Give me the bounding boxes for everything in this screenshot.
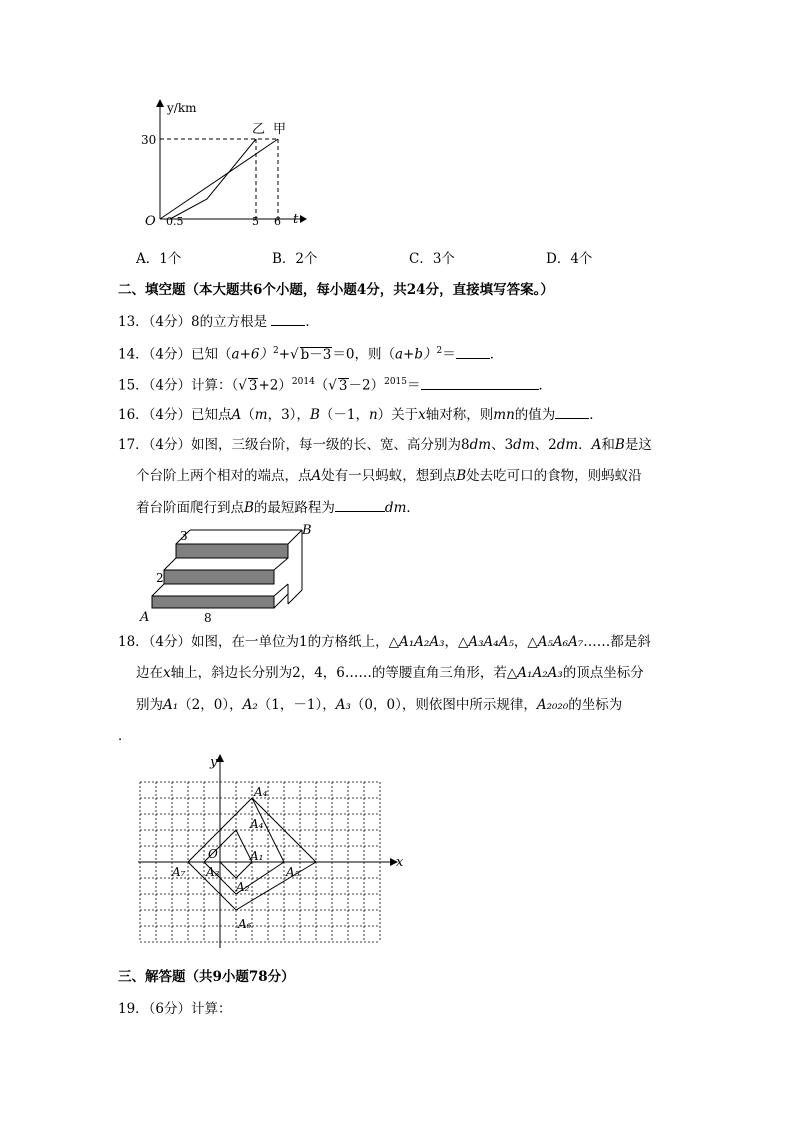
grid-label-a2: A₂ — [236, 880, 250, 894]
question-16 — [118, 404, 603, 425]
q15-mid3: －2） — [348, 377, 385, 394]
grid-label-a3: A₃ — [206, 865, 220, 879]
q13-number: 13．（4分） — [118, 314, 192, 330]
graph-label-yi: 乙 — [252, 122, 266, 137]
choice-b[interactable]: B．2个 — [272, 251, 318, 267]
graph-y-axis-label: y/km — [167, 101, 197, 115]
q14-exp: 2 — [272, 346, 279, 356]
q15-exp2: 2015 — [384, 377, 407, 387]
q17-line1-b: 、3 — [491, 437, 514, 453]
question-18-line-1 — [118, 632, 651, 652]
q17-point-b: B — [614, 437, 625, 453]
q17-line1-a: 如图，三级台阶，每一级的长、宽、高分别为8 — [191, 437, 470, 453]
q15-rad2: 3 — [338, 377, 348, 394]
q17-line2-b: 处有一只蚂蚁，想到点 — [321, 468, 457, 484]
q18-tri-4: A₁A₂A₃ — [517, 665, 563, 681]
question-13 — [118, 311, 319, 332]
q16-paren-b: （－1， — [319, 407, 369, 423]
q15-mid1: +2） — [258, 377, 292, 394]
q18-tri-2: A₃A₄A₅ — [468, 634, 514, 650]
q16-var-mn: mn — [493, 407, 515, 423]
question-17-line-3 — [136, 497, 420, 518]
q18-tri-3: A₅A₆A₇ — [537, 634, 584, 650]
graph-x-tick-6: 6 — [274, 215, 281, 228]
question-17-line-2 — [136, 466, 642, 486]
q17-unit-1: dm — [469, 437, 492, 453]
q17-point-a2: A — [311, 468, 322, 484]
graph-y-tick-30: 30 — [141, 133, 157, 147]
q17-point-b3: B — [244, 500, 254, 516]
q17-line3-b: 的最短路程为 — [253, 500, 335, 516]
choice-c[interactable]: C．3个 — [409, 251, 455, 267]
q19-text: 计算： — [191, 1001, 232, 1017]
q17-number: 17．（4分） — [118, 437, 192, 453]
q17-unit-3: dm — [556, 437, 579, 453]
question-15: 15．（4分）计算：（√ 3+2）$^{2014}$（√ 3－2）$^{2015}$＝ ． — [118, 372, 552, 396]
q15-answer-blank[interactable] — [421, 375, 539, 390]
stair-label-8: 8 — [204, 611, 212, 624]
q16-text-a: 已知点 — [191, 407, 232, 423]
q14-eq0: ＝0，则（ — [332, 346, 395, 363]
question-19 — [118, 999, 232, 1019]
q18-point-a1: A₁ — [163, 697, 179, 713]
q14-number: 14．（4分） — [118, 346, 192, 363]
question-17-line-1 — [118, 435, 652, 455]
q15-eq: ＝ — [407, 377, 421, 394]
q17-line3-c: ． — [406, 500, 420, 516]
q16-point-b: B — [309, 407, 320, 423]
q17-unit-2: dm — [513, 437, 535, 453]
staircase-figure — [138, 524, 318, 624]
grid-figure — [138, 752, 408, 948]
q16-paren-a2: ，3）， — [267, 407, 310, 423]
question-18-line-2 — [136, 663, 644, 683]
q16-point-a: A — [231, 407, 242, 423]
q14-eq: ＝ — [442, 346, 456, 363]
q18-line2-b: 轴上，斜边长分别为2，4，6……的等腰直角三角形，若△ — [170, 665, 518, 681]
q18-point-a2: A₂ — [242, 697, 258, 713]
q18-number: 18．（4分） — [118, 634, 192, 650]
q18-coord-2: （1，－1）， — [257, 697, 336, 713]
q13-text: 8的立方根是 — [191, 314, 268, 330]
q16-paren-a: （ — [241, 407, 255, 423]
section3-heading: 三、解答题（共9小题78分） — [118, 969, 295, 985]
grid-y-label: y — [210, 755, 218, 770]
q13-answer-blank[interactable] — [271, 311, 305, 326]
q16-end: ． — [589, 407, 603, 423]
grid-label-a8: A₄ — [254, 785, 268, 799]
q17-line2-a: 个台阶上两个相对的端点，点 — [136, 468, 312, 484]
grid-x-label: x — [396, 855, 404, 870]
q15-exp1: 2014 — [291, 377, 315, 387]
q15-mid2: （ — [314, 377, 329, 394]
stair-point-a: A — [140, 610, 150, 624]
q15-rad1: 3 — [248, 377, 258, 394]
q16-end-text: 的值为 — [514, 407, 556, 423]
choice-d[interactable]: D．4个 — [546, 251, 593, 267]
q18-var-x: x — [163, 665, 171, 681]
distance-time-graph — [135, 95, 310, 230]
q18-sep-2: ，△ — [513, 634, 538, 650]
q18-sep-1: ，△ — [444, 634, 469, 650]
q18-line3-a: 别为 — [136, 697, 163, 713]
q17-point-a: A — [591, 437, 602, 453]
q18-line1-a: 如图，在一单位为1的方格纸上，△ — [191, 634, 400, 650]
section2-heading: 二、填空题（本大题共6个小题，每小题4分，共24分，直接填写答案。） — [118, 282, 554, 298]
q14-a6: a+6） — [231, 346, 273, 363]
graph-x-tick-5: 5 — [252, 215, 259, 228]
q18-line2-c: 的顶点坐标分 — [562, 665, 644, 681]
q14-end: ． — [489, 346, 504, 363]
q15-pre: 计算：（ — [191, 377, 239, 394]
q18-tri-1: A₁A₂A₃ — [399, 634, 445, 650]
choice-a[interactable]: A．1个 — [136, 251, 182, 267]
stair-label-3: 3 — [180, 529, 188, 543]
q17-unit-4: dm — [384, 500, 407, 516]
q18-point-a3: A₃ — [335, 697, 351, 713]
q17-line1-d: ． — [578, 437, 592, 453]
q17-line3-a: 着台阶面爬行到点 — [136, 500, 244, 516]
q15-end: ． — [538, 377, 552, 394]
q16-mid: 轴对称，则 — [425, 407, 494, 423]
q19-number: 19．（6分） — [118, 1001, 192, 1017]
graph-x-tick-0-5: 0.5 — [166, 215, 184, 228]
q14-ab: a+b） — [394, 346, 437, 363]
grid-label-a7: A₇ — [172, 865, 186, 879]
q17-point-b2: B — [456, 468, 467, 484]
q16-var-n: n — [368, 407, 378, 423]
question-18-line-3 — [136, 695, 622, 715]
q17-line1-e: 和 — [601, 437, 615, 453]
stair-point-b: B — [302, 524, 312, 538]
graph-origin-label: O — [145, 214, 156, 229]
q14-pre: 已知（ — [191, 346, 232, 363]
q15-number: 15．（4分） — [118, 377, 192, 394]
question-14: 14．（4分）已知$(a+6)^2+√$ b－3＝0，则$(a+b)^2=$ ． — [118, 341, 503, 365]
grid-label-a6: A₆ — [238, 917, 252, 931]
q14-answer-blank[interactable] — [456, 344, 490, 359]
q18-line3-b: 的坐标为 — [568, 697, 623, 713]
q14-plus: + — [278, 346, 291, 363]
q18-coord-1: （2，0）， — [178, 697, 243, 713]
q14-exp2: 2 — [436, 346, 443, 356]
question-18-line-4: ． — [118, 728, 132, 744]
q16-var-m: m — [254, 407, 268, 423]
graph-label-jia: 甲 — [273, 122, 287, 137]
grid-label-a1: A₁ — [250, 849, 264, 863]
q18-coord-3: （0，0），则依图中所示规律， — [350, 697, 537, 713]
grid-label-a5: A₅ — [286, 865, 300, 879]
q17-line1-f: 是这 — [624, 437, 652, 453]
q17-answer-blank[interactable] — [335, 497, 385, 512]
q13-end: ． — [305, 314, 319, 330]
stair-label-2: 2 — [156, 571, 164, 585]
graph-x-axis-label: t — [293, 212, 299, 227]
q16-answer-blank[interactable] — [555, 404, 589, 419]
q18-point-a2020: A₂₀₂₀ — [536, 697, 569, 713]
q18-line1-b: ……都是斜 — [583, 634, 651, 650]
grid-origin-label: O — [208, 847, 218, 861]
q17-line2-c: 处去吃可口的食物，则蚂蚁沿 — [466, 468, 642, 484]
q16-paren-b2: ）关于 — [377, 407, 419, 423]
grid-label-a4: A₄ — [250, 817, 264, 831]
q17-line1-c: 、2 — [534, 437, 557, 453]
q18-line2-a: 边在 — [136, 665, 163, 681]
q14-radicand: b－3 — [300, 346, 332, 363]
q16-number: 16．（4分） — [118, 407, 192, 423]
q16-var-x: x — [418, 407, 426, 423]
